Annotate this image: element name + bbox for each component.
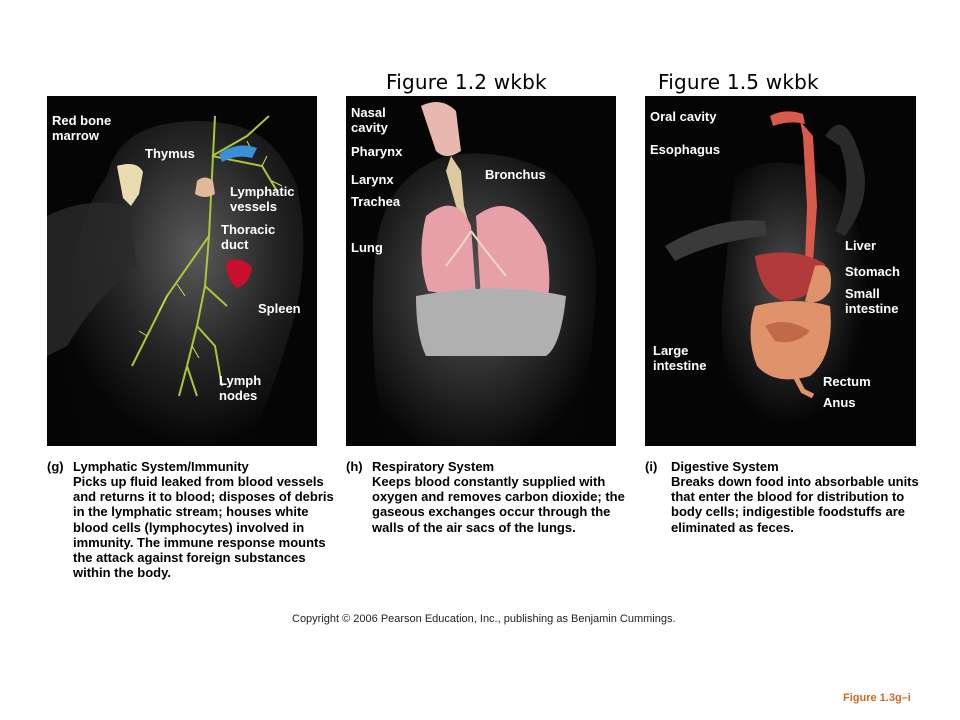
label-large-intestine: Large intestine <box>653 343 707 373</box>
figure-reference: Figure 1.3g–i <box>843 692 911 704</box>
label-lymph-nodes: Lymph nodes <box>219 373 262 403</box>
label-small-intestine: Small intestine <box>845 286 899 316</box>
label-thymus: Thymus <box>145 146 195 161</box>
label-lung: Lung <box>351 240 383 255</box>
label-liver: Liver <box>845 238 877 253</box>
label-larynx: Larynx <box>351 172 394 187</box>
label-oral-cavity: Oral cavity <box>650 109 717 124</box>
caption-letter: (h) <box>346 459 363 474</box>
label-pharynx: Pharynx <box>351 144 403 159</box>
caption-title: Lymphatic System/Immunity <box>73 459 249 474</box>
label-stomach: Stomach <box>845 264 900 279</box>
label-spleen: Spleen <box>258 301 301 316</box>
heading-figure-1-2: Figure 1.2 wkbk <box>386 70 547 94</box>
caption-title: Respiratory System <box>372 459 495 474</box>
label-bronchus: Bronchus <box>485 167 546 182</box>
heading-figure-1-5: Figure 1.5 wkbk <box>658 70 819 94</box>
copyright-notice: Copyright © 2006 Pearson Education, Inc., publishing as Benjamin Cummings. <box>292 613 676 625</box>
label-nasal-cavity: Nasal cavity <box>351 105 388 135</box>
label-lymphatic-vessels: Lymphatic vessels <box>230 184 295 214</box>
caption-description: Breaks down food into absorbable units that enter the blood for distribution to body cells; indigestible foodstuffs are eliminated as feces. <box>671 474 919 535</box>
digestive-panel-image <box>645 96 916 446</box>
label-esophagus: Esophagus <box>650 142 721 157</box>
label-trachea: Trachea <box>351 194 401 209</box>
caption-title: Digestive System <box>671 459 779 474</box>
caption-description: Picks up fluid leaked from blood vessels and returns it to blood; disposes of debris in the lymphatic stream; houses white blood cells (lymphocytes) involved in immunity. The immune response mounts the attack against foreign substances within the body. <box>73 474 334 581</box>
label-thoracic-duct: Thoracic duct <box>221 222 276 252</box>
caption-description: Keeps blood constantly supplied with oxygen and removes carbon dioxide; the gaseous exchanges occur through the walls of the air sacs of the lungs. <box>372 474 625 535</box>
label-rectum: Rectum <box>823 374 871 389</box>
caption-letter: (i) <box>645 459 658 474</box>
label-anus: Anus <box>823 395 856 410</box>
label-red-bone-marrow: Red bone marrow <box>52 113 112 143</box>
respiratory-panel-image <box>346 96 616 446</box>
lymphatic-panel-image <box>47 96 317 446</box>
caption-letter: (g) <box>47 459 64 474</box>
